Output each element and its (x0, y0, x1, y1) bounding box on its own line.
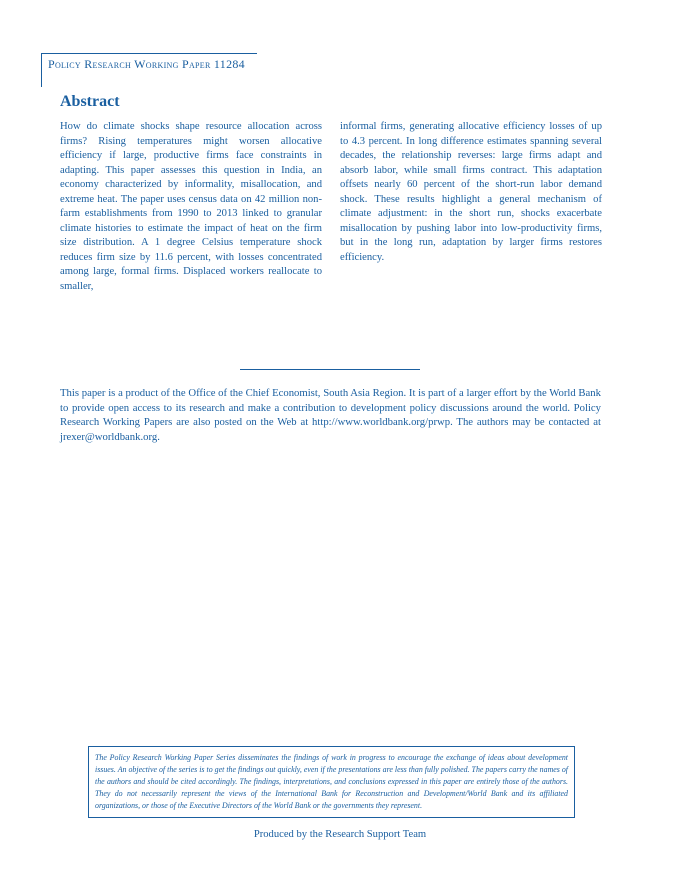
product-note: This paper is a product of the Office of the Chief Economist, South Asia Region. It is part of a larger effort by the World Bank to provide open access to its research and make a contribution to development policy discussions around the world. Policy Research Working Papers are also posted on the Web at http://www.worldbank.org/prwp. The authors may be contacted at jrexer@worldbank.org. (60, 387, 601, 443)
abstract-heading: Abstract (60, 93, 120, 110)
disclaimer-box: The Policy Research Working Paper Series disseminates the findings of work in progress to encourage the exchange of ideas about development issues. An objective of the series is to get the findings out quickly, even if the presentations are less than fully polished. The papers carry the names of the authors and should be cited accordingly. The findings, interpretations, and conclusions expressed in this paper are entirely those of the authors. They do not necessarily represent the views of the International Bank for Reconstruction and Development/World Bank and its affiliated organizations, or those of the Executive Directors of the World Bank or the governments they represent. (88, 746, 575, 818)
series-label: Policy Research Working Paper 11284 (48, 57, 245, 71)
series-header-rule (41, 53, 257, 54)
footer-credit: Produced by the Research Support Team (253, 829, 427, 840)
series-header-side-rule (41, 53, 42, 87)
abstract-column-right: informal firms, generating allocative efficiency losses of up to 4.3 percent. In long difference estimates spanning several decades, the relationship reverses: large firms adapt and absorb labor, while small firms contract. This adaptation offsets nearly 60 percent of the short-run labor demand shock. These results highlight a general mechanism of climate adjustment: in the short run, shocks exacerbate misallocation by pushing labor into low-productivity firms, but in the long run, adaptation by larger firms restores efficiency. (340, 121, 602, 263)
abstract-column-left: How do climate shocks shape resource allocation across firms? Rising temperatures might worsen allocative efficiency if large, productive firms face constraints in adapting. This paper assesses this question in India, an economy characterized by informality, misallocation, and extreme heat. The paper uses census data on 42 million non-farm establishments from 1990 to 2013 linked to granular climate histories to estimate the impact of heat on the firm size distribution. A 1 degree Celsius temperature shock reduces firm size by 11.6 percent, with losses concentrated among large, formal firms. Displaced workers reallocate to smaller, (60, 121, 322, 292)
section-divider (240, 369, 420, 370)
